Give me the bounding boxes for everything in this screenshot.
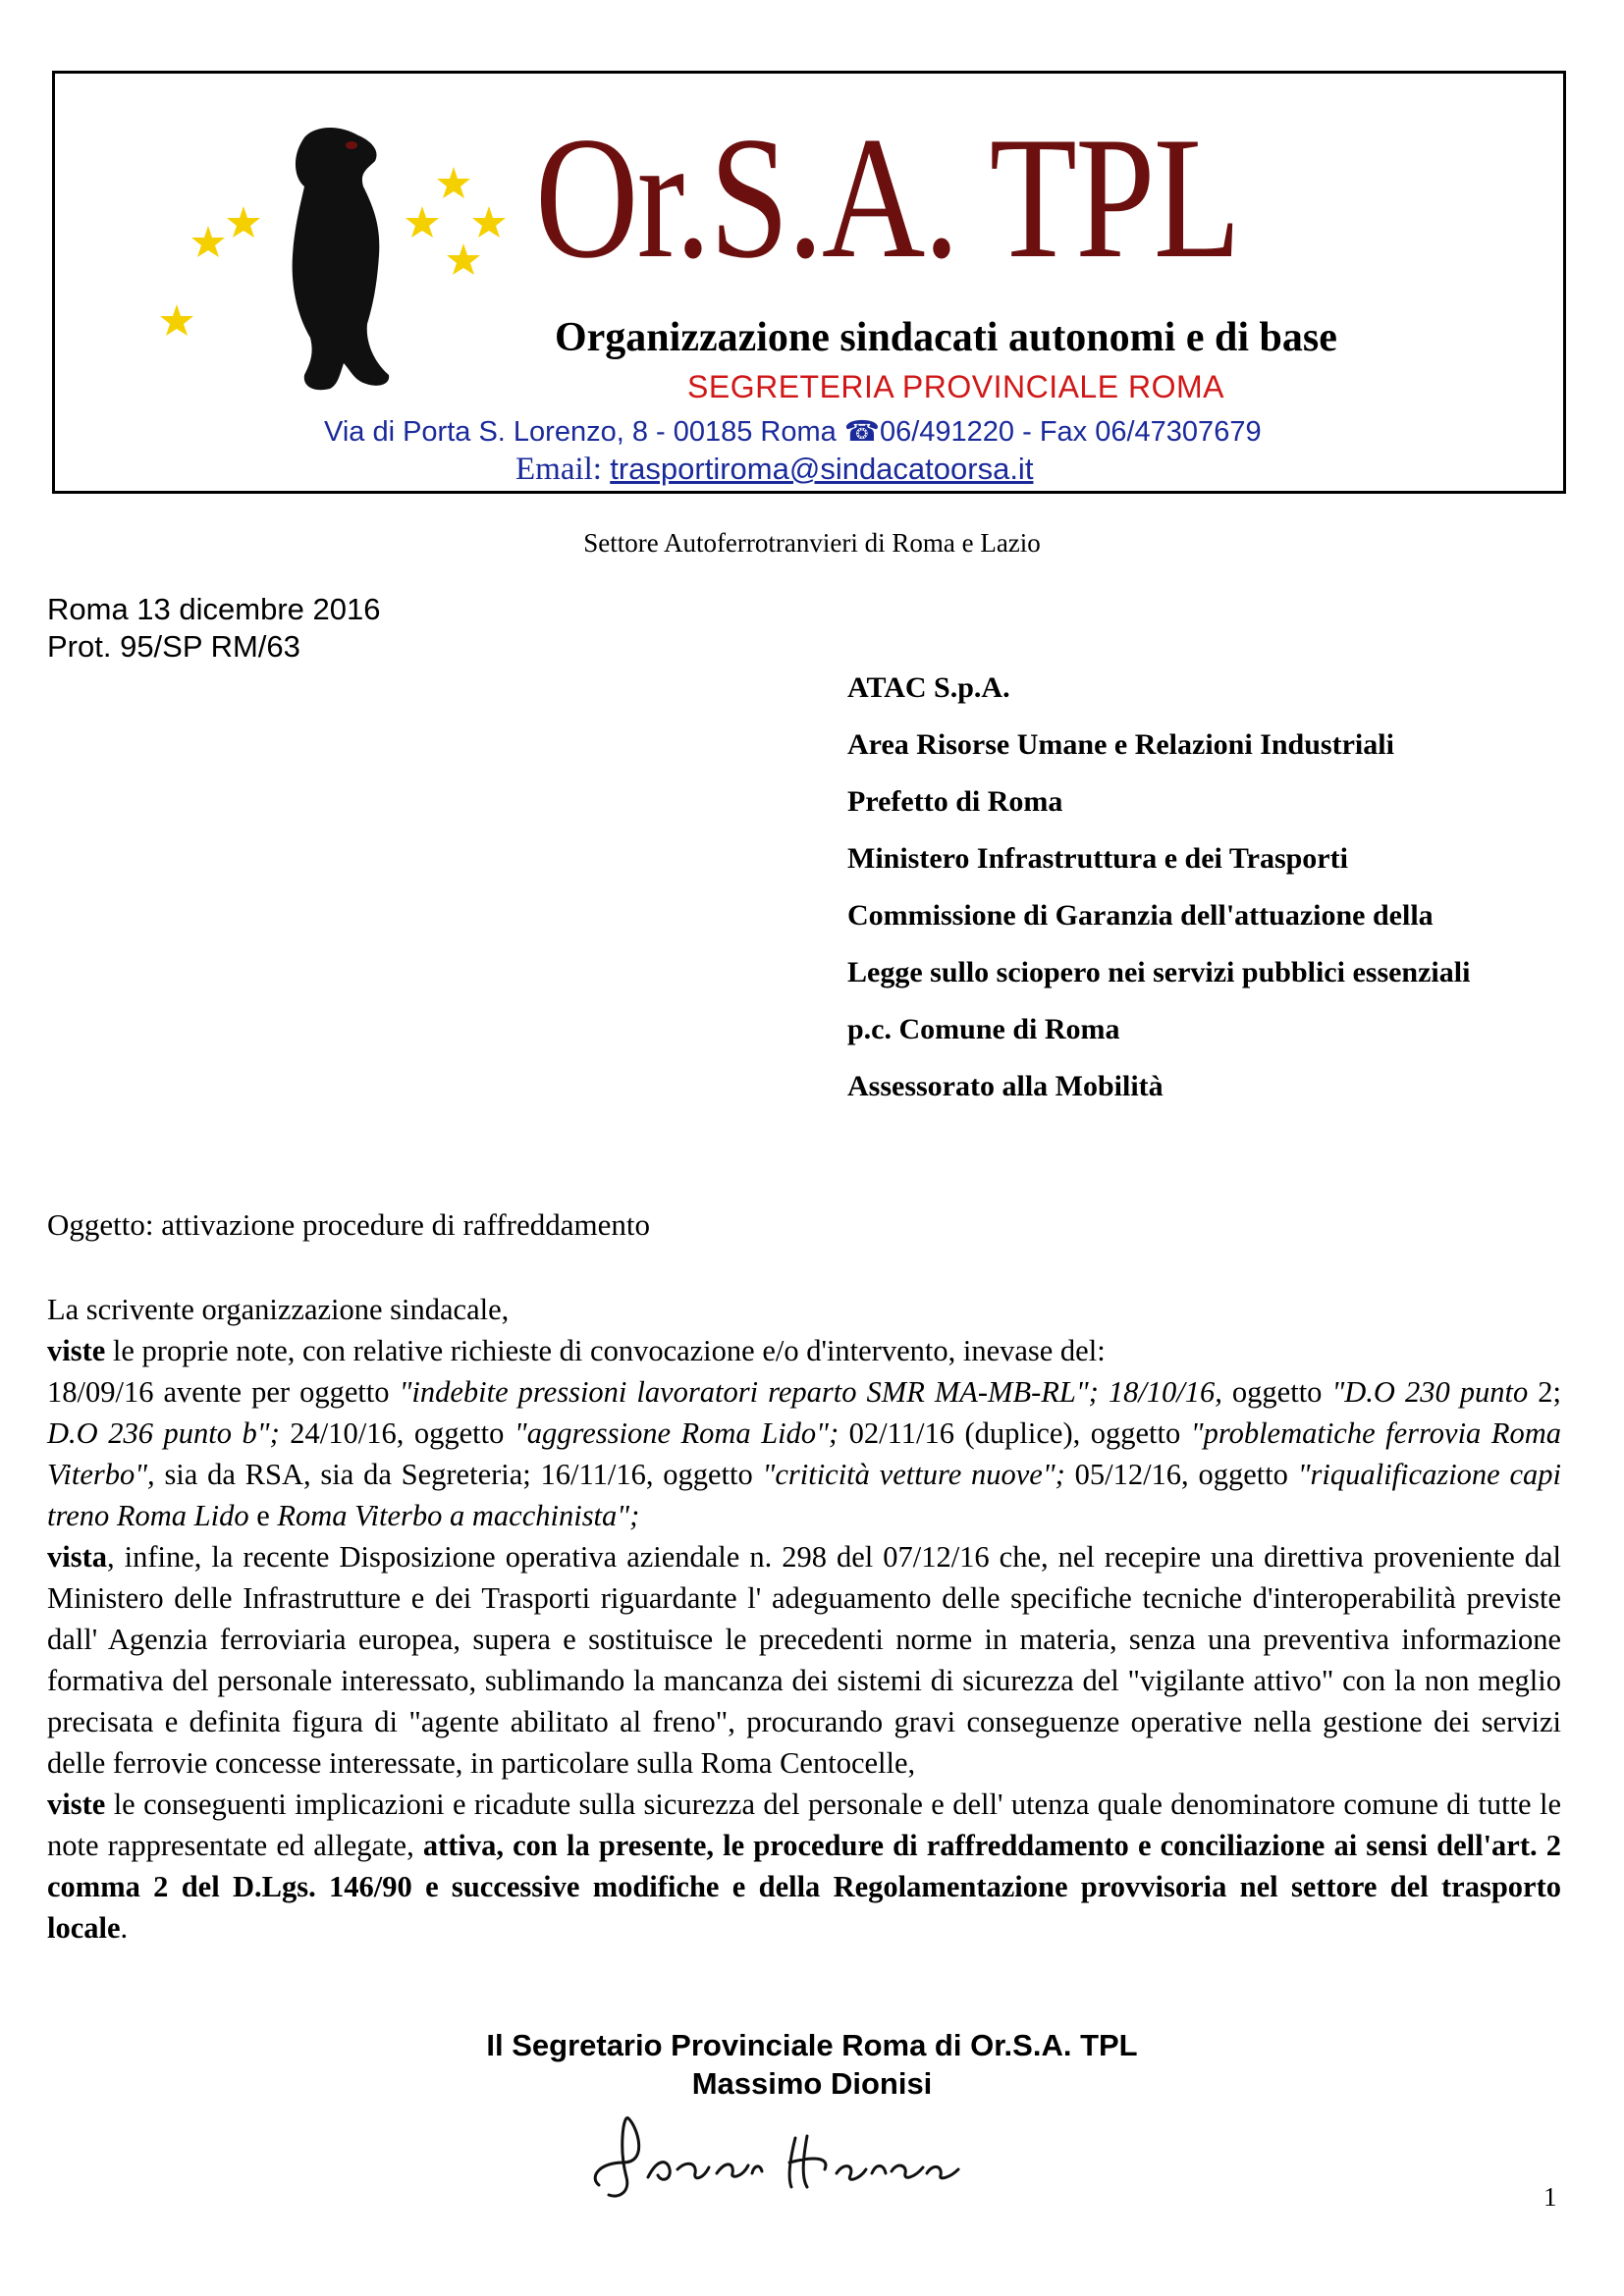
body-italic: "riqualificazione capi treno Roma Lido bbox=[47, 1458, 1561, 1532]
star-icon bbox=[472, 206, 506, 238]
body-paragraph bbox=[47, 1536, 1561, 1784]
page-number: 1 bbox=[1543, 2182, 1557, 2212]
body-text: 05/12/16, oggetto bbox=[1064, 1458, 1298, 1491]
recipient-item: Area Risorse Umane e Relazioni Industriali bbox=[847, 728, 1394, 761]
body-paragraph bbox=[47, 1330, 1561, 1371]
date: Roma 13 dicembre 2016 bbox=[47, 592, 381, 626]
bear-icon bbox=[293, 128, 390, 390]
body-italic: "problematiche ferrovia Roma Viterbo", bbox=[47, 1416, 1561, 1491]
body-italic: D.O 236 punto b"; bbox=[47, 1416, 280, 1450]
recipient-list bbox=[847, 669, 1613, 1125]
bear-with-stars-logo bbox=[157, 118, 530, 412]
body-italic: Roma Viterbo a macchinista"; bbox=[277, 1499, 640, 1532]
body-text: 2; bbox=[1528, 1375, 1561, 1409]
phone-icon: ☎ bbox=[843, 416, 880, 448]
body-bold: attiva, con la presente, le procedure di raffreddamento e conciliazione ai sensi dell'art. 2 comma 2 del D.Lgs. 146/90 e successive modifiche e della Regolamentazione provvisoria nel settore del trasporto locale bbox=[47, 1829, 1562, 1945]
address: Via di Porta S. Lorenzo, 8 - 00185 Roma bbox=[324, 416, 837, 448]
star-icon bbox=[437, 167, 470, 198]
body-bold: vista bbox=[47, 1540, 107, 1574]
body-italic: "criticità vetture nuove"; bbox=[762, 1458, 1065, 1491]
body-text: 24/10/16, oggetto bbox=[279, 1416, 514, 1450]
body-text: le proprie note, con relative richieste di convocazione e/o d'intervento, inevase del: bbox=[105, 1334, 1106, 1367]
recipient-item: p.c. Comune di Roma bbox=[847, 1013, 1120, 1045]
recipient-item: ATAC S.p.A. bbox=[847, 671, 1010, 704]
body-text: le conseguenti implicazioni e ricadute sulla sicurezza del personale e dell' utenza quale denominatore comune di tutte le note rappresentate ed allegate, bbox=[47, 1788, 1561, 1862]
star-icon bbox=[191, 226, 225, 257]
recipient-item: Ministero Infrastruttura e dei Trasporti bbox=[847, 842, 1348, 875]
signatory-title: Il Segretario Provinciale Roma di Or.S.A. TPL bbox=[486, 2028, 1138, 2062]
segreteria-heading: SEGRETERIA PROVINCIALE ROMA bbox=[687, 369, 1224, 404]
recipient-item: Legge sullo sciopero nei servizi pubblici essenziali bbox=[847, 956, 1471, 988]
body-bold: viste bbox=[47, 1334, 106, 1367]
body-text: 18/09/16 avente per oggetto bbox=[47, 1375, 400, 1409]
brand-name: Or.S.A. TPL bbox=[535, 100, 1240, 294]
body-italic: "D.O 230 punto bbox=[1331, 1375, 1529, 1409]
body-text: 02/11/16 (duplice), oggetto bbox=[839, 1416, 1191, 1450]
signatory-name: Massimo Dionisi bbox=[691, 2066, 933, 2101]
letter-body bbox=[47, 1289, 1561, 1949]
recipient-item: Prefetto di Roma bbox=[847, 785, 1063, 818]
star-icon bbox=[447, 243, 480, 275]
star-icon bbox=[227, 206, 260, 238]
email-line bbox=[515, 452, 1033, 488]
fax-number: 06/47307679 bbox=[1095, 416, 1262, 448]
body-paragraph bbox=[47, 1784, 1561, 1949]
body-text: sia da RSA, sia da Segreteria; 16/11/16, oggetto bbox=[154, 1458, 763, 1491]
protocol-number: Prot. 95/SP RM/63 bbox=[47, 629, 300, 664]
email-link[interactable]: trasportiroma@sindacatoorsa.it bbox=[610, 452, 1034, 486]
body-text: oggetto bbox=[1221, 1375, 1332, 1409]
star-icon bbox=[406, 206, 439, 238]
email-label: Email: bbox=[515, 452, 611, 487]
body-text: e bbox=[248, 1499, 278, 1532]
body-text: , infine, la recente Disposizione operativa aziendale n. 298 del 07/12/16 che, nel recepire una direttiva proveniente dal Ministero delle Infrastrutture e dei Trasporti riguardante l' adeguamento delle specifiche tecniche d'interoperabilità previste dall' Agenzia ferroviaria europea, supera e sostituisce le precedenti norme in materia, senza una preventiva informazione formativa del personale interessato, sublimando la mancanza dei sistemi di sicurezza del "vigilante attivo" con la non meglio precisata e definita figura di "agente abilitato al freno", procurando gravi conseguenze operative nella gestione dei servizi delle ferrovie concesse interessate, in particolare sulla Roma Centocelle, bbox=[47, 1540, 1561, 1780]
contact-line bbox=[324, 414, 1262, 449]
star-icon bbox=[160, 304, 193, 336]
fax-label: - Fax bbox=[1014, 416, 1096, 448]
body-italic: "indebite pressioni lavoratori reparto SMR MA-MB-RL"; 18/10/16, bbox=[399, 1375, 1222, 1409]
recipient-item: Commissione di Garanzia dell'attuazione della bbox=[847, 899, 1434, 932]
handwritten-signature bbox=[579, 2109, 992, 2207]
sector-line: Settore Autoferrotranvieri di Roma e Lazio bbox=[583, 528, 1041, 558]
body-paragraph bbox=[47, 1371, 1561, 1536]
body-italic: "aggressione Roma Lido"; bbox=[514, 1416, 839, 1450]
org-full-name: Organizzazione sindacati autonomi e di base bbox=[555, 315, 1337, 360]
phone-number: 06/491220 bbox=[879, 416, 1015, 448]
body-bold: viste bbox=[47, 1788, 106, 1821]
subject-line: Oggetto: attivazione procedure di raffreddamento bbox=[47, 1207, 651, 1242]
recipient-item: Assessorato alla Mobilità bbox=[847, 1070, 1164, 1102]
body-intro: La scrivente organizzazione sindacale, bbox=[47, 1293, 510, 1326]
body-text: . bbox=[120, 1911, 129, 1945]
